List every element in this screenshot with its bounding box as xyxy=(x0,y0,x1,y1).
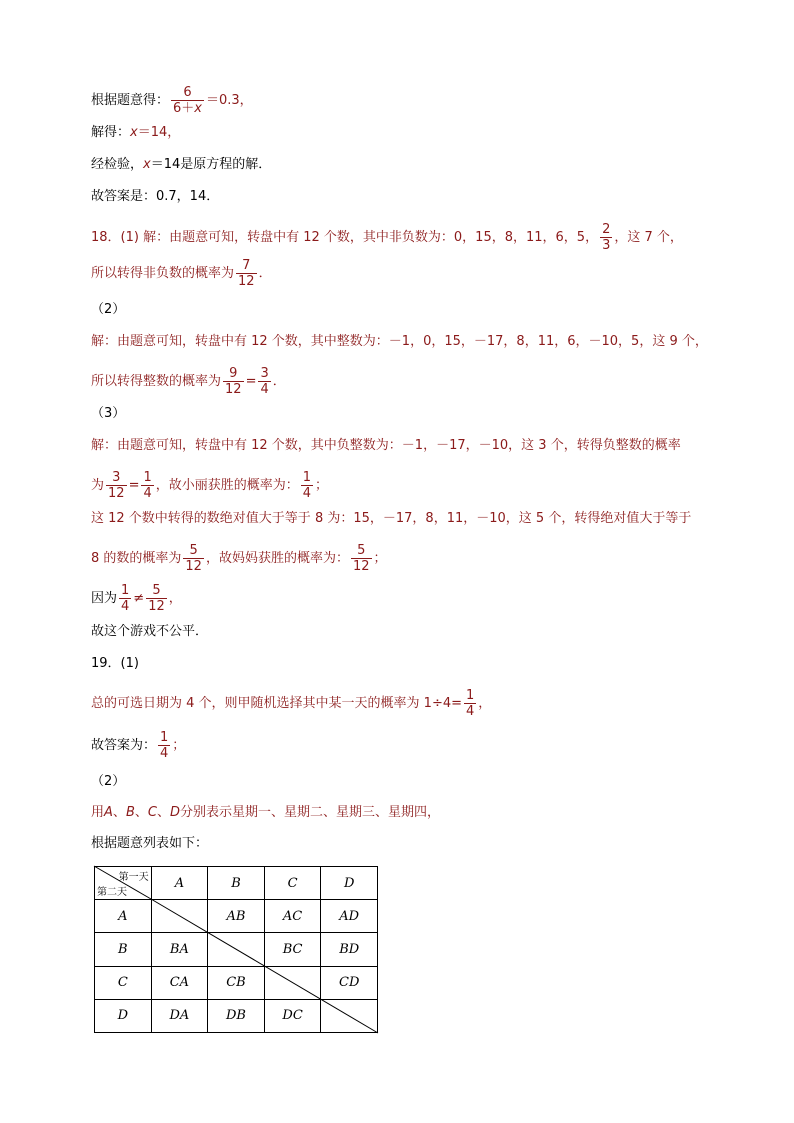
table-row-header: B xyxy=(95,933,152,966)
q18-part2-line: 解：由题意可知，转盘中有 12 个数，其中整数为：－1，0，15，－17，8，11，6，－10，5，这 9 个， xyxy=(91,334,708,349)
q19-part1-answer: 故答案为： $\frac{1}{4}$ ； xyxy=(91,730,186,761)
table-cell: DA xyxy=(151,999,208,1032)
table-row-header: C xyxy=(95,966,152,999)
table-cell: DB xyxy=(208,999,265,1032)
q18-conclusion: 故这个游戏不公平． xyxy=(91,624,209,639)
fraction: $\frac{1}{4}$ xyxy=(302,470,312,501)
equation-line-1: 根据题意得： $\frac{6}{6+x}$ ＝0.3， xyxy=(91,85,253,116)
table-cell: AB xyxy=(208,900,265,933)
table-col-header: C xyxy=(264,867,321,900)
q18-compare: 因为 $\frac{1}{4}$ ≠ $\frac{5}{12}$ ， xyxy=(91,583,182,614)
table-cell: BA xyxy=(151,933,208,966)
table-corner-cell: 第一天 第二天 xyxy=(95,867,152,900)
fraction: $\frac{7}{12}$ xyxy=(238,258,255,289)
table-cell: DC xyxy=(264,999,321,1032)
table-cell: CB xyxy=(208,966,265,999)
q18-part3-xiaoli: 为 $\frac{3}{12}$ = $\frac{1}{4}$ ，故小丽获胜的概率为： $\frac{1}{4}$ ； xyxy=(91,470,329,501)
q18-part2-result: 所以转得整数的概率为 $\frac{9}{12}$ = $\frac{3}{4}$ ． xyxy=(91,366,286,397)
q18-part1-line: 18．(1) 解：由题意可知，转盘中有 12 个数，其中非负数为：0，15，8，11，6，5， $\frac{2}{3}$ ，这 7 个， xyxy=(91,222,683,253)
fraction: $\frac{1}{4}$ xyxy=(143,470,152,501)
table-cell: AD xyxy=(321,900,378,933)
q19-part1-line: 总的可选日期为 4 个，则甲随机选择其中某一天的概率为 1÷4= $\frac{1}{4}$ ， xyxy=(91,688,492,719)
fraction: $\frac{1}{4}$ xyxy=(160,730,169,761)
fraction: $\frac{6}{6+x}$ xyxy=(173,85,202,116)
answer-line: 故答案是：0.7，14． xyxy=(91,189,220,204)
table-cell: AC xyxy=(264,900,321,933)
q19-define-line: 用A、B、C、D分别表示星期一、星期二、星期三、星期四， xyxy=(91,805,440,820)
table-col-header: B xyxy=(208,867,265,900)
q19-label: 19．(1) xyxy=(91,656,139,671)
fraction: $\frac{1}{4}$ xyxy=(121,583,130,614)
fraction: $\frac{5}{12}$ xyxy=(185,543,202,574)
table-intro: 根据题意列表如下： xyxy=(91,836,209,851)
fraction: $\frac{3}{12}$ xyxy=(108,470,125,501)
table-cell: CA xyxy=(151,966,208,999)
table-col-header: A xyxy=(151,867,208,900)
fraction: $\frac{5}{12}$ xyxy=(148,583,165,614)
table-cell: BD xyxy=(321,933,378,966)
table-row-header: A xyxy=(95,900,152,933)
fraction: $\frac{1}{4}$ xyxy=(466,688,475,719)
q18-part3-line: 解：由题意可知，转盘中有 12 个数，其中负整数为：－1，－17，－10，这 3 个，转得负整数的概率 xyxy=(91,438,681,453)
solution-line: 解得：x＝14， xyxy=(91,125,181,140)
part-label-2: （2） xyxy=(91,302,126,317)
q18-part3-mom: 8 的数的概率为 $\frac{5}{12}$ ，故妈妈获胜的概率为： $\frac{5}{12}$ ； xyxy=(91,543,387,574)
part-label-2b: （2） xyxy=(91,774,126,789)
main-diagonal xyxy=(151,899,378,1033)
fraction: $\frac{9}{12}$ xyxy=(225,366,242,397)
corner-diagonal xyxy=(94,866,151,899)
fraction: $\frac{2}{3}$ xyxy=(602,222,611,253)
q18-part3-abs-line: 这 12 个数中转得的数绝对值大于等于 8 为：15，－17，8，11，－10，这 5 个，转得绝对值大于等于 xyxy=(91,511,692,526)
part-label-3: （3） xyxy=(91,406,126,421)
q18-part1-result: 所以转得非负数的概率为 $\frac{7}{12}$ ． xyxy=(91,258,272,289)
table-row-header: D xyxy=(95,999,152,1032)
table-col-header: D xyxy=(321,867,378,900)
table-cell: CD xyxy=(321,966,378,999)
fraction: $\frac{3}{4}$ xyxy=(260,366,269,397)
check-line: 经检验，x＝14是原方程的解． xyxy=(91,157,272,172)
fraction: $\frac{5}{12}$ xyxy=(352,543,370,574)
table-cell: BC xyxy=(264,933,321,966)
